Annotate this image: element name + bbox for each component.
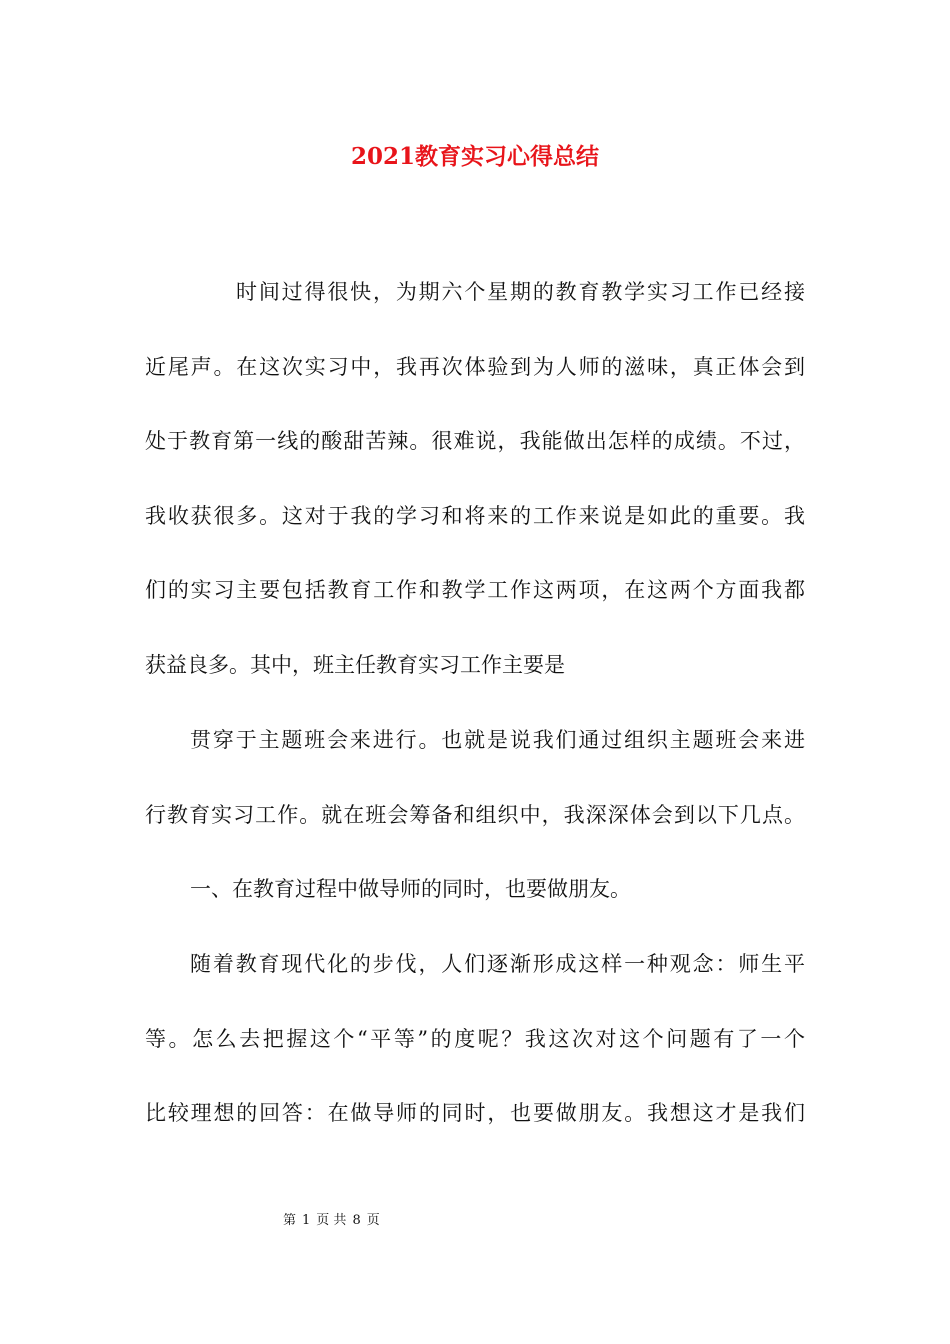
footer-page-number: 1 xyxy=(302,1213,311,1228)
paragraph-line: 我收获很多。这对于我的学习和将来的工作来说是如此的重要。我 xyxy=(145,504,805,528)
paragraph-line: 贯穿于主题班会来进行。也就是说我们通过组织主题班会来进 xyxy=(190,728,805,752)
paragraph-line: 时间过得很快，为期六个星期的教育教学实习工作已经接 xyxy=(236,280,805,304)
footer-mid: 页 共 xyxy=(316,1213,347,1228)
paragraph-line: 随着教育现代化的步伐，人们逐渐形成这样一种观念：师生平 xyxy=(190,952,805,976)
document-title: 2021教育实习心得总结 xyxy=(350,143,599,170)
paragraph-line: 处于教育第一线的酸甜苦辣。很难说，我能做出怎样的成绩。不过， xyxy=(145,429,805,453)
paragraph-line: 近尾声。在这次实习中，我再次体验到为人师的滋味，真正体会到 xyxy=(145,355,805,379)
footer-prefix: 第 xyxy=(283,1213,297,1228)
paragraph-line: 们的实习主要包括教育工作和教学工作这两项，在这两个方面我都 xyxy=(145,578,805,602)
paragraph-line: 比较理想的回答：在做导师的同时，也要做朋友。我想这才是我们 xyxy=(145,1101,805,1125)
section-heading: 一、在教育过程中做导师的同时，也要做朋友。 xyxy=(190,877,631,901)
paragraph-line: 行教育实习工作。就在班会筹备和组织中，我深深体会到以下几点。 xyxy=(145,803,805,827)
footer-total-pages: 8 xyxy=(352,1213,361,1228)
page-footer xyxy=(0,1209,950,1228)
paragraph-line: 等。怎么去把握这个“平等”的度呢？我这次对这个问题有了一个 xyxy=(145,1027,805,1051)
footer-suffix: 页 xyxy=(366,1213,380,1228)
paragraph-line: 获益良多。其中，班主任教育实习工作主要是 xyxy=(145,653,565,677)
